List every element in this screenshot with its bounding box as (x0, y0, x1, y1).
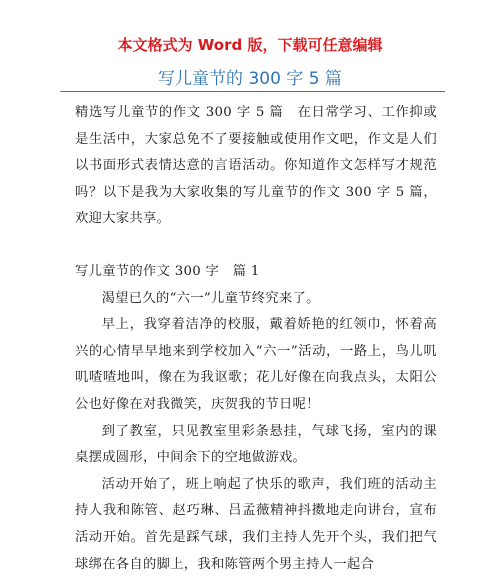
body-paragraph: 早上，我穿着洁净的校服，戴着娇艳的红领巾，怀着高兴的心情早早地来到学校加入“六一”活动，一路上，鸟儿叽叽喳喳地叫，像在为我讴歌；花儿好像在向我点头，太阳公公也好像在对我微笑，庆贺我的节日呢！ (75, 317, 437, 412)
download-notice: 本文格式为 Word 版，下载可任意编辑 (117, 36, 383, 54)
body-paragraph: 到了教室，只见教室里彩条悬挂，气球飞扬，室内的课桌摆成圆形，中间余下的空地做游戏。 (75, 423, 437, 466)
title-divider (60, 91, 445, 92)
body-paragraph: 渴望已久的“六一”儿童节终究来了。 (101, 290, 320, 306)
section-title: 写儿童节的作文 300 字 篇 1 (75, 263, 260, 279)
document-body (75, 100, 437, 578)
document-title: 写儿童节的 300 字 5 篇 (158, 69, 342, 89)
body-paragraph: 活动开始了，班上响起了快乐的歌声，我们班的活动主持人我和陈管、赵巧琳、吕孟薇精神抖擞地走向讲台，宣布活动开始。首先是踩气球，我们主持人先开个头，我们把气球绑在各自的脚上，我和陈管两个男主持人一起合 (75, 476, 437, 572)
intro-paragraph: 精选写儿童节的作文 300 字 5 篇 在日常学习、工作抑或是生活中，大家总免不了要接触或使用作文吧，作文是人们以书面形式表情达意的言语活动。你知道作文怎样写才规范吗？以下是我为大家收集的写儿童节的作文 300 字 5 篇，欢迎大家共享。 (75, 105, 437, 227)
